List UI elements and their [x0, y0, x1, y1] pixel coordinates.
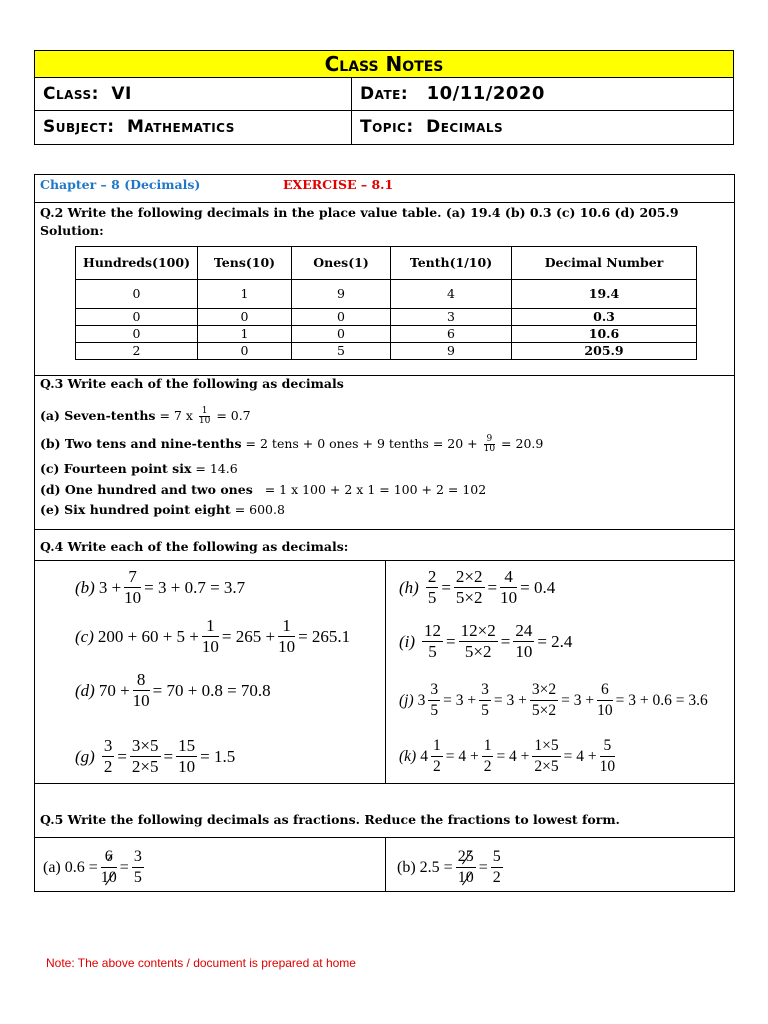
class-value: VI: [111, 84, 132, 104]
table-cell: 6: [391, 326, 512, 343]
q3-b: [40, 433, 543, 455]
fraction: [199, 407, 210, 426]
fraction-denominator: 10: [198, 416, 211, 426]
table-row: [76, 326, 697, 343]
table-cell: 5: [292, 343, 391, 360]
q3-c-text: = 14.6: [195, 461, 238, 476]
q3-d-label: (d) One hundred and two ones: [40, 482, 253, 497]
chapter-title: Chapter – 8 (Decimals): [40, 177, 201, 192]
table-cell: 1: [198, 280, 292, 309]
table-cell: 0: [292, 326, 391, 343]
table-cell: 0: [198, 343, 292, 360]
table-cell: 0: [198, 309, 292, 326]
table-cell: 1: [198, 326, 292, 343]
q4-i-line: (i) $\frac{12}{5}$ = $\frac{12\times 2}{5\times 2}$ = $\frac{24}{10}$ = 2.4: [399, 621, 573, 661]
column-header: Ones(1): [292, 247, 391, 280]
date-cell: [352, 78, 733, 110]
q3-a-label: (a) Seven-tenths: [40, 408, 156, 423]
q3-a-post: = 0.7: [216, 408, 251, 423]
q4-d-line: (d) 70 + $\frac{8}{10}$ = 70 + 0.8 = 70.8: [75, 670, 271, 710]
q3-e: [40, 502, 285, 518]
q3-c: [40, 461, 238, 477]
q5-b-line: (b) 2.5 = $\frac{25}{10}$ = $\frac{5}{2}$: [397, 848, 501, 886]
date-value: 10/11/2020: [426, 83, 545, 104]
date-label: Date:: [360, 84, 409, 104]
fraction-numerator: 1: [199, 407, 210, 417]
class-cell: [35, 78, 352, 110]
topic-cell: [352, 111, 733, 144]
column-header: Hundreds(100): [76, 247, 198, 280]
q2-question: Q.2 Write the following decimals in the place value table. (a) 19.4 (b) 0.3 (c) 10.6 (d) 205.9: [40, 205, 679, 220]
q4-c-line: (c) 200 + 60 + 5 + $\frac{1}{10}$ = 265 + $\frac{1}{10}$ = 265.1: [75, 616, 351, 656]
table-cell: 9: [391, 343, 512, 360]
topic-value: Decimals: [426, 117, 504, 137]
page-title: Class Notes: [35, 51, 733, 78]
footer-note: Note: The above contents / document is prepared at home: [46, 956, 356, 970]
column-header: Decimal Number: [512, 247, 697, 280]
q3-d-text: = 1 x 100 + 2 x 1 = 100 + 2 = 102: [256, 482, 487, 497]
q5-question: Q.5 Write the following decimals as fractions. Reduce the fractions to lowest form.: [40, 812, 620, 827]
q3-d: [40, 482, 486, 498]
divider: [35, 529, 734, 530]
table-row: [76, 280, 697, 309]
q5-a-line: (a) 0.6 = $\frac{6}{10}$ = $\frac{3}{5}$: [43, 848, 142, 886]
q3-e-label: (e) Six hundred point eight: [40, 502, 231, 517]
q3-b-label: (b) Two tens and nine-tenths: [40, 436, 242, 451]
header-row-subject-topic: [35, 111, 733, 144]
q3-e-text: = 600.8: [234, 502, 285, 517]
table-cell: 10.6: [512, 326, 697, 343]
subject-label: Subject:: [43, 117, 115, 137]
q4-k-line: (k) 4 $\frac{1}{2}$ = 4 + $\frac{1}{2}$ = 4 + $\frac{1\times 5}{2\times 5}$ = 4 + $\frac{5}{10}$: [399, 737, 616, 775]
fraction-denominator: 10: [483, 444, 496, 454]
q3-a: [40, 405, 251, 427]
table-cell: 3: [391, 309, 512, 326]
place-value-table: [75, 246, 697, 360]
table-cell: 0: [76, 326, 198, 343]
table-cell: 0: [76, 280, 198, 309]
topic-label: Topic:: [360, 117, 414, 137]
table-header-row: [76, 247, 697, 280]
table-cell: 0.3: [512, 309, 697, 326]
class-label: Class:: [43, 84, 99, 104]
q3-b-post: = 20.9: [501, 436, 544, 451]
subject-cell: [35, 111, 352, 144]
table-cell: 0: [76, 309, 198, 326]
fraction: [484, 435, 495, 454]
table-cell: 205.9: [512, 343, 697, 360]
divider: [35, 202, 734, 203]
table-cell: 9: [292, 280, 391, 309]
column-header: Tens(10): [198, 247, 292, 280]
divider: [385, 560, 386, 783]
q2-solution-label: Solution:: [40, 223, 104, 238]
column-header: Tenth(1/10): [391, 247, 512, 280]
q4-j-line: (j) 3 $\frac{3}{5}$ = 3 + $\frac{3}{5}$ = 3 + $\frac{3\times 2}{5\times 2}$ = 3 + $\frac{6}{10}$ = 3 + 0.6 = 3.6: [399, 681, 708, 719]
table-cell: 19.4: [512, 280, 697, 309]
table-cell: 2: [76, 343, 198, 360]
q3-b-pre: = 2 tens + 0 ones + 9 tenths = 20 +: [245, 436, 478, 451]
divider: [35, 783, 734, 784]
q4-b-line: (b) 3 + $\frac{7}{10}$ = 3 + 0.7 = 3.7: [75, 567, 246, 607]
subject-value: Mathematics: [127, 117, 235, 137]
table-row: [76, 309, 697, 326]
q3-question: Q.3 Write each of the following as decimals: [40, 376, 344, 391]
divider: [385, 837, 386, 892]
q4-h-line: (h) $\frac{2}{5}$ = $\frac{2\times 2}{5\times 2}$ = $\frac{4}{10}$ = 0.4: [399, 567, 556, 607]
notes-box: [34, 174, 735, 892]
q4-g-line: (g) $\frac{3}{2}$ = $\frac{3\times 5}{2\times 5}$ = $\frac{15}{10}$ = 1.5: [75, 736, 236, 776]
q4-question: Q.4 Write each of the following as decimals:: [40, 539, 349, 554]
table-cell: 0: [292, 309, 391, 326]
q3-a-pre: = 7 x: [159, 408, 193, 423]
exercise-title: EXERCISE – 8.1: [283, 177, 394, 192]
header-table: [34, 50, 734, 145]
table-row: [76, 343, 697, 360]
fraction-numerator: 9: [484, 435, 495, 445]
header-row-class-date: [35, 78, 733, 111]
q3-c-label: (c) Fourteen point six: [40, 461, 192, 476]
table-cell: 4: [391, 280, 512, 309]
